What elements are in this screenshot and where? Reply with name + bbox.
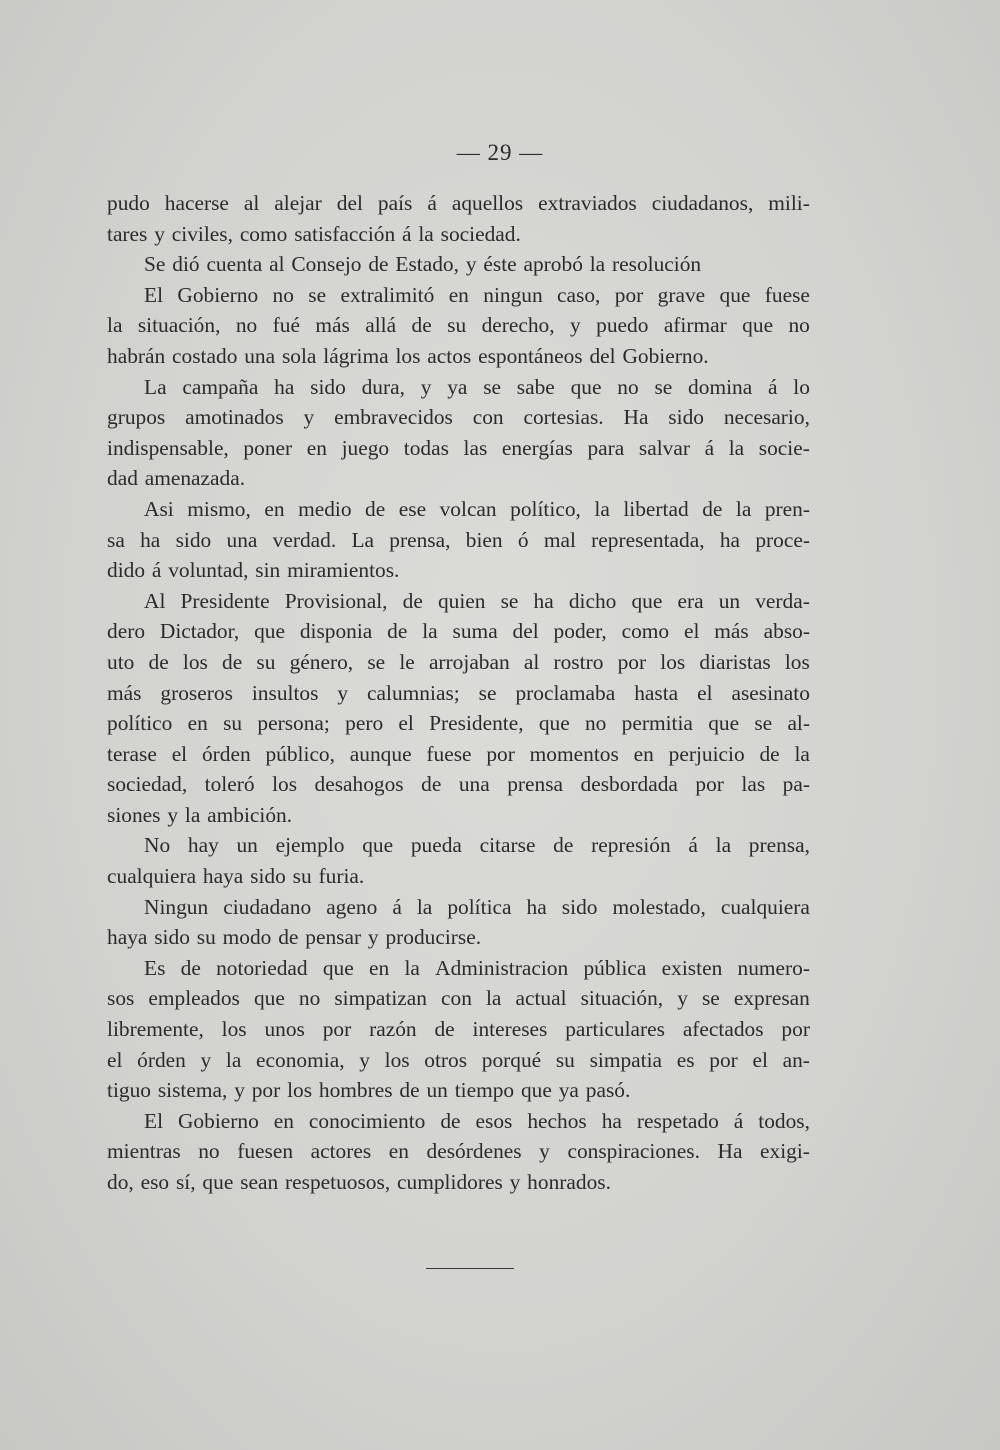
paragraph [107, 953, 810, 1106]
page-number: — 29 — [456, 140, 544, 165]
text-line: dido á voluntad, sin miramientos. [107, 558, 400, 583]
text-line: Ningun ciudadano ageno á la política ha sido molestado, cualquiera [144, 894, 810, 919]
paragraph [107, 892, 810, 953]
text-line: sociedad, toleró los desahogos de una prensa desbordada por las pa- [107, 772, 810, 797]
paragraph [107, 586, 810, 831]
text-line: terase el órden público, aunque fuese por momentos en perjuicio de la [107, 741, 810, 766]
text-line: El Gobierno no se extralimitó en ningun caso, por grave que fuese [144, 282, 810, 307]
text-line: habrán costado una sola lágrima los actos espontáneos del Gobierno. [107, 343, 709, 368]
text-line: mientras no fuesen actores en desórdenes y conspiraciones. Ha exigi- [107, 1139, 810, 1164]
text-line: dero Dictador, que disponia de la suma del poder, como el más abso- [107, 619, 810, 644]
text-line: el órden y la economia, y los otros porqué su simpatia es por el an- [107, 1047, 810, 1072]
text-line: do, eso sí, que sean respetuosos, cumplidores y honrados. [107, 1170, 611, 1194]
text-line: uto de los de su género, se le arrojaban al rostro por los diaristas los [107, 649, 810, 674]
text-line: No hay un ejemplo que pueda citarse de represión á la prensa, [144, 833, 810, 858]
text-line: tares y civiles, como satisfacción á la sociedad. [107, 221, 521, 246]
body-text [107, 188, 810, 1198]
text-line: Se dió cuenta al Consejo de Estado, y éste aprobó la resolución [144, 252, 702, 277]
text-line: grupos amotinados y embravecidos con cortesias. Ha sido necesario, [107, 405, 810, 430]
text-line: tiguo sistema, y por los hombres de un tiempo que ya pasó. [107, 1078, 631, 1103]
text-line: más groseros insultos y calumnias; se proclamaba hasta el asesinato [107, 680, 810, 705]
text-line: dad amenazada. [107, 466, 246, 491]
text-line: Al Presidente Provisional, de quien se ha dicho que era un verda- [144, 588, 810, 613]
text-line: sos empleados que no simpatizan con la actual situación, y se expresan [107, 986, 810, 1011]
text-line: sa ha sido una verdad. La prensa, bien ó mal representada, ha proce- [107, 527, 810, 552]
text-line: la situación, no fué más allá de su derecho, y puedo afirmar que no [107, 313, 810, 338]
text-line: Asi mismo, en medio de ese volcan político, la libertad de la pren- [144, 496, 810, 521]
text-line: libremente, los unos por razón de intereses particulares afectados por [107, 1017, 810, 1042]
paragraph [107, 188, 810, 249]
text-line: cualquiera haya sido su furia. [107, 864, 365, 889]
text-line: El Gobierno en conocimiento de esos hechos ha respetado á todos, [144, 1108, 810, 1133]
text-line: pudo hacerse al alejar del país á aquellos extraviados ciudadanos, mili- [107, 191, 810, 215]
paragraph [107, 280, 810, 372]
text-line: Es de notoriedad que en la Administracion pública existen numero- [144, 955, 810, 980]
text-line: La campaña ha sido dura, y ya se sabe que no se domina á lo [144, 374, 810, 399]
text-line: haya sido su modo de pensar y producirse. [107, 925, 482, 950]
paragraph [107, 372, 810, 494]
text-line: indispensable, poner en juego todas las energías para salvar á la socie- [107, 435, 810, 460]
paragraph [107, 830, 810, 891]
closing-rule [426, 1268, 514, 1269]
text-line: siones y la ambición. [107, 802, 293, 827]
paragraph [107, 249, 810, 280]
paragraph [107, 1106, 810, 1198]
paragraph [107, 494, 810, 586]
text-line: político en su persona; pero el Presidente, que no permitia que se al- [107, 711, 810, 736]
